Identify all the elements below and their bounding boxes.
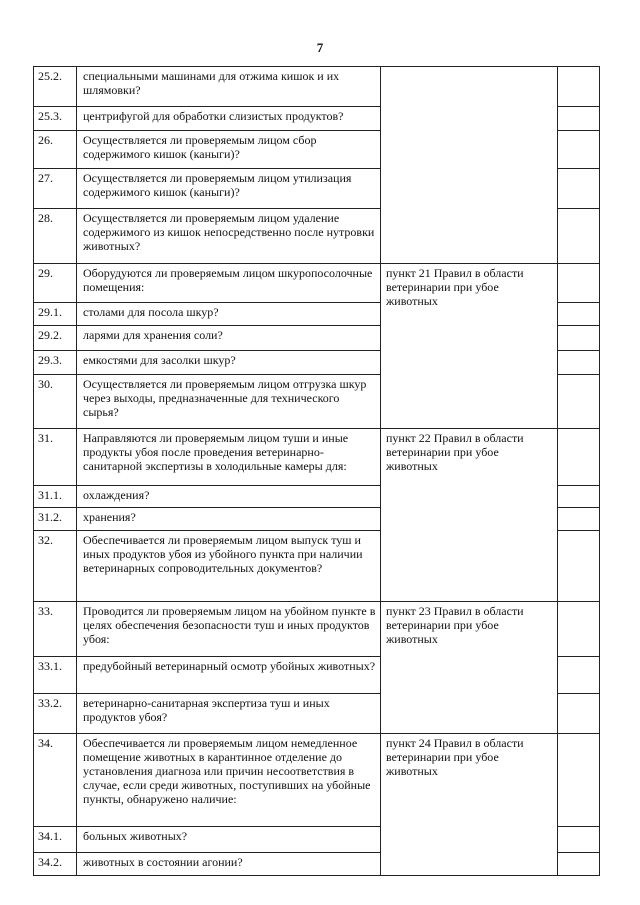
answer-cell	[557, 601, 600, 656]
item-question: Проводится ли проверяемым лицом на убойном пункте в целях обеспечения безопасности туш и иных продуктов убоя:	[76, 601, 380, 656]
item-number: 29.3.	[33, 350, 76, 374]
table-bottom-border	[33, 875, 600, 876]
item-number: 34.	[33, 733, 76, 826]
answer-cell	[557, 302, 600, 325]
item-question: больных животных?	[76, 826, 380, 852]
item-number: 33.1.	[33, 656, 76, 693]
answer-cell	[557, 374, 600, 428]
item-number: 34.2.	[33, 852, 76, 876]
item-question: Обеспечивается ли проверяемым лицом выпуск туш и иных продуктов убоя из убойного пункта при наличии ветеринарных сопроводительных документов?	[76, 530, 380, 601]
item-question: Оборудуются ли проверяемым лицом шкуропосолочные помещения:	[76, 263, 380, 302]
item-question: Осуществляется ли проверяемым лицом удаление содержимого из кишок непосредственно после нутровки животных?	[76, 208, 380, 263]
answer-cell	[557, 208, 600, 263]
item-number: 31.	[33, 428, 76, 485]
item-question: Осуществляется ли проверяемым лицом отгрузка шкур через выходы, предназначенные для технического сырья?	[76, 374, 380, 428]
item-question: Осуществляется ли проверяемым лицом сбор содержимого кишок (каныги)?	[76, 130, 380, 168]
reference-cell-empty	[380, 66, 557, 263]
item-number: 31.1.	[33, 485, 76, 507]
answer-cell	[557, 325, 600, 350]
answer-cell	[557, 106, 600, 130]
item-question: емкостями для засолки шкур?	[76, 350, 380, 374]
answer-cell	[557, 656, 600, 693]
item-number: 29.1.	[33, 302, 76, 325]
item-number: 33.	[33, 601, 76, 656]
answer-cell	[557, 693, 600, 733]
answer-cell	[557, 130, 600, 168]
item-number: 29.2.	[33, 325, 76, 350]
item-question: ларями для хранения соли?	[76, 325, 380, 350]
answer-cell	[557, 733, 600, 826]
item-number: 31.2.	[33, 507, 76, 530]
reference-cell: пункт 21 Правил в области ветеринарии при убое животных	[380, 263, 557, 428]
item-number: 28.	[33, 208, 76, 263]
item-question: Направляются ли проверяемым лицом туши и иные продукты убоя после проведения ветеринарно-санитарной экспертизы в холодильные камеры для:	[76, 428, 380, 485]
answer-cell	[557, 66, 600, 106]
table-right-border	[599, 66, 600, 876]
item-question: центрифугой для обработки слизистых продуктов?	[76, 106, 380, 130]
item-number: 34.1.	[33, 826, 76, 852]
reference-cell: пункт 24 Правил в области ветеринарии при убое животных	[380, 733, 557, 876]
reference-cell: пункт 22 Правил в области ветеринарии при убое животных	[380, 428, 557, 601]
item-number: 30.	[33, 374, 76, 428]
item-question: Осуществляется ли проверяемым лицом утилизация содержимого кишок (каныги)?	[76, 168, 380, 208]
item-question: Обеспечивается ли проверяемым лицом немедленное помещение животных в карантинное отделение до установления диагноза или причин несоответствия в случае, если среди животных, поступивших на убойные пункты, обнаружено наличие:	[76, 733, 380, 826]
item-number: 32.	[33, 530, 76, 601]
item-number: 27.	[33, 168, 76, 208]
item-number: 25.3.	[33, 106, 76, 130]
item-question: предубойный ветеринарный осмотр убойных животных?	[76, 656, 380, 693]
answer-cell	[557, 826, 600, 852]
item-question: ветеринарно-санитарная экспертиза туш и иных продуктов убоя?	[76, 693, 380, 733]
answer-cell	[557, 168, 600, 208]
item-number: 29.	[33, 263, 76, 302]
reference-cell: пункт 23 Правил в области ветеринарии при убое животных	[380, 601, 557, 733]
answer-cell	[557, 485, 600, 507]
answer-cell	[557, 530, 600, 601]
item-number: 33.2.	[33, 693, 76, 733]
item-question: специальными машинами для отжима кишок и их шлямовки?	[76, 66, 380, 106]
item-question: хранения?	[76, 507, 380, 530]
item-number: 25.2.	[33, 66, 76, 106]
item-question: охлаждения?	[76, 485, 380, 507]
item-question: животных в состоянии агонии?	[76, 852, 380, 876]
answer-cell	[557, 852, 600, 876]
answer-cell	[557, 263, 600, 302]
answer-cell	[557, 507, 600, 530]
page-number: 7	[316, 40, 324, 55]
item-number: 26.	[33, 130, 76, 168]
answer-cell	[557, 428, 600, 485]
item-question: столами для посола шкур?	[76, 302, 380, 325]
answer-cell	[557, 350, 600, 374]
